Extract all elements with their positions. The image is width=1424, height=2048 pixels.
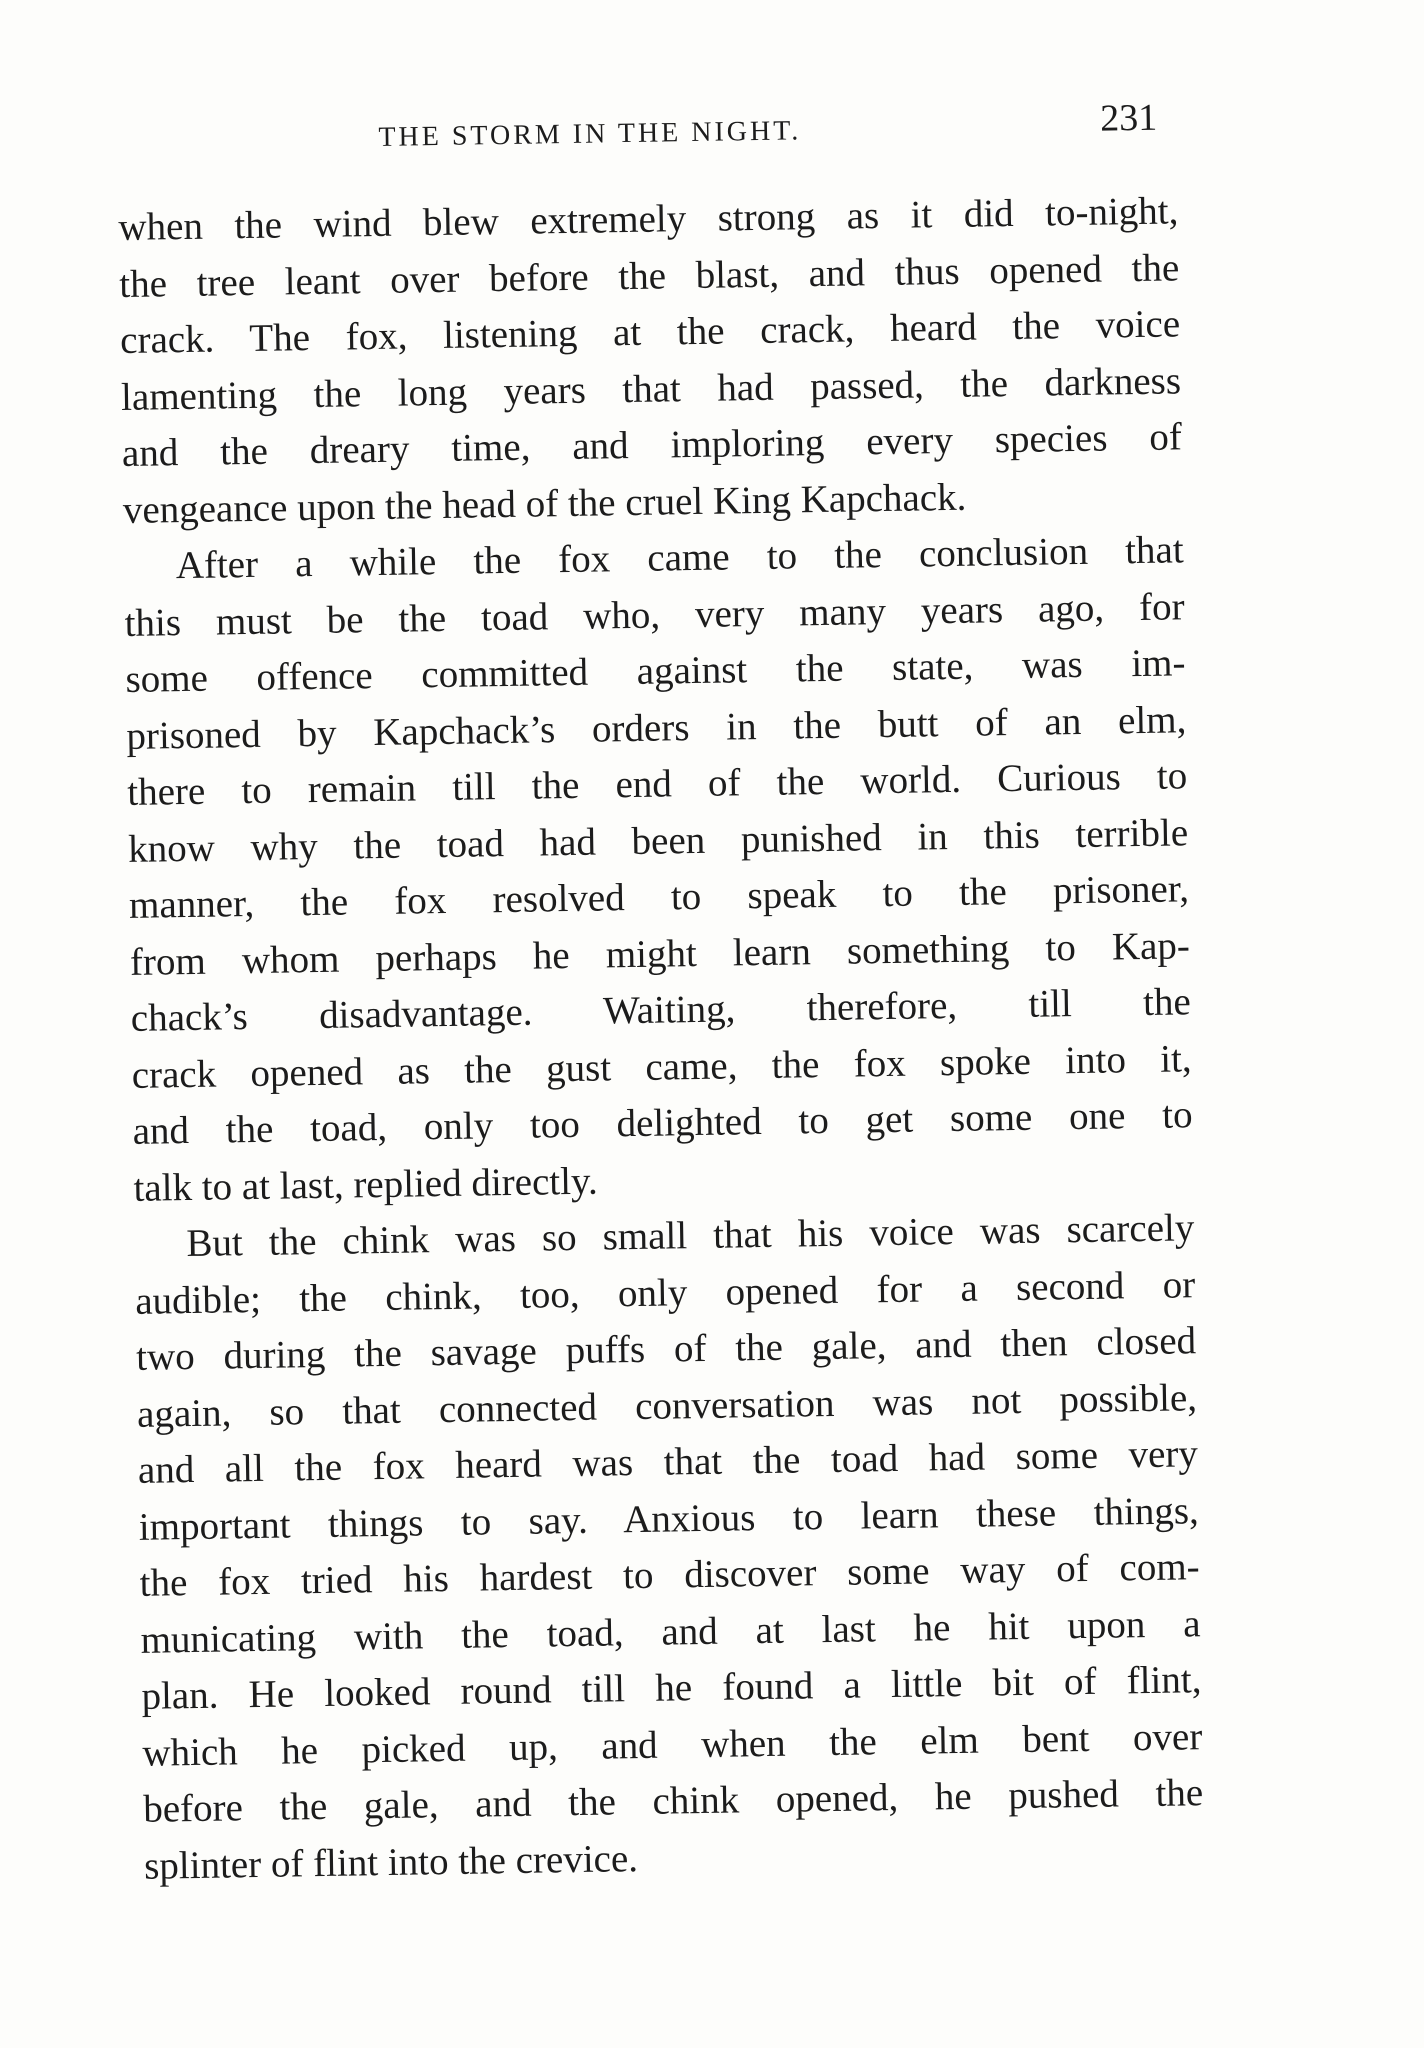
text-line: this must be the toad who, very many years ago, for	[124, 584, 1185, 645]
text-line: and the dreary time, and imploring every species of	[121, 415, 1183, 475]
text-line: vengeance upon the head of the cruel King Kapchack.	[122, 475, 967, 532]
text-line: lamenting the long years that had passed, the darkness	[120, 358, 1182, 419]
text-line: crack. The fox, listening at the crack, heard the voice	[119, 302, 1181, 362]
text-line: audible; the chink, too, only opened for a second or	[134, 1262, 1196, 1323]
page-header	[120, 95, 1181, 172]
text-line: the tree leant over before the blast, and thus opened the	[118, 245, 1180, 306]
text-line: But the chink was so small that his voice was scarcely	[186, 1206, 1195, 1266]
text-line: some offence committed against the state, was im-	[125, 641, 1186, 701]
page-number: 231	[1099, 96, 1158, 140]
text-line: talk to at last, replied directly.	[133, 1159, 599, 1210]
text-line: and the toad, only too delighted to get some one to	[132, 1093, 1193, 1153]
running-head: THE STORM IN THE NIGHT.	[378, 115, 802, 153]
text-line: plan. He looked round till he found a little bit of flint,	[141, 1658, 1202, 1718]
text-line: municating with the toad, and at last he hit upon a	[140, 1601, 1201, 1662]
paragraph-1	[118, 183, 1183, 539]
text-line: when the wind blew extremely strong as it did to-night,	[118, 189, 1179, 249]
text-line: two during the savage puffs of the gale, and then closed	[135, 1319, 1197, 1379]
text-line: know why the toad had been punished in this terrible	[127, 810, 1189, 871]
paragraph-2	[123, 522, 1194, 1217]
text-line: again, so that connected conversation was not possible,	[136, 1375, 1198, 1436]
paragraph-3	[134, 1200, 1205, 1895]
text-line: manner, the fox resolved to speak to the prisoner,	[128, 867, 1190, 927]
text-line: chack’s disadvantage. Waiting, therefore, till the	[130, 980, 1192, 1040]
text-line: the fox tried his hardest to discover some way of com-	[139, 1545, 1200, 1605]
text-line: prisoned by Kapchack’s orders in the butt of an elm,	[126, 697, 1187, 758]
body-text	[118, 183, 1204, 1894]
text-line: important things to say. Anxious to learn these things,	[138, 1488, 1200, 1549]
text-line: After a while the fox came to the conclusion that	[175, 528, 1184, 588]
text-line: and all the fox heard was that the toad had some very	[137, 1432, 1199, 1492]
text-line: before the gale, and the chink opened, he pushed the	[142, 1771, 1204, 1831]
text-line: crack opened as the gust came, the fox spoke into it,	[131, 1036, 1192, 1097]
text-line: from whom perhaps he might learn something to Kap-	[129, 923, 1191, 984]
text-line: which he picked up, and when the elm bent over	[142, 1714, 1203, 1775]
text-line: there to remain till the end of the world. Curious to	[126, 754, 1188, 814]
text-line: splinter of flint into the crevice.	[143, 1836, 639, 1888]
